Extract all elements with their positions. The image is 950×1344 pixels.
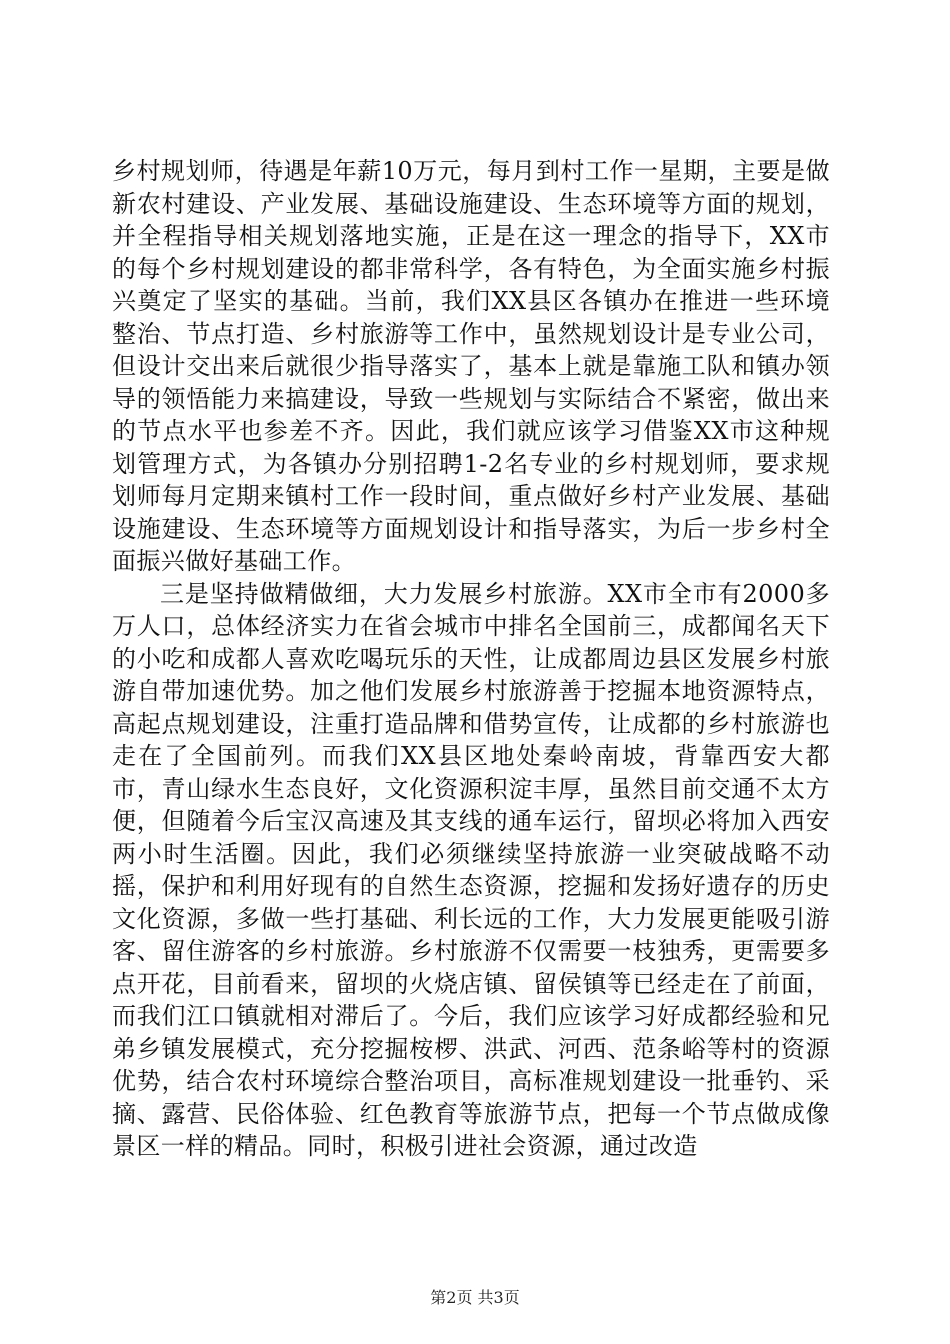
page-footer: 第2页 共3页 — [430, 1288, 520, 1307]
paragraph-2: 三是坚持做精做细，大力发展乡村旅游。XX市全市有2000多万人口，总体经济实力在省会城市中排名全国前三，成都闻名天下的小吃和成都人喜欢吃喝玩乐的天性，让成都周边县区发展乡村旅游自带加速优势。加之他们发展乡村旅游善于挖掘本地资源特点，高起点规划建设，注重打造品牌和借势宣传，让成都的乡村旅游也走在了全国前列。而我们XX县区地处秦岭南坡，背靠西安大都市，青山绿水生态良好，文化资源积淀丰厚，虽然目前交通不太方便，但随着今后宝汉高速及其支线的通车运行，留坝必将加入西安两小时生活圈。因此，我们必须继续坚持旅游一业突破战略不动摇，保护和利用好现有的自然生态资源，挖掘和发扬好遗存的历史文化资源，多做一些打基础、利长远的工作，大力发展更能吸引游客、留住游客的乡村旅游。乡村旅游不仅需要一枝独秀，更需要多点开花，目前看来，留坝的火烧店镇、留侯镇等已经走在了前面，而我们江口镇就相对滞后了。今后，我们应该学习好成都经验和兄弟乡镇发展模式，充分挖掘桉椤、洪武、河西、范条峪等村的资源优势，结合农村环境综合整治项目，高标准规划建设一批垂钓、采摘、露营、民俗体验、红色教育等旅游节点，把每一个节点做成像景区一样的精品。同时，积极引进社会资源，通过改造 — [112, 579, 830, 1160]
paragraph-1: 乡村规划师，待遇是年薪10万元，每月到村工作一星期，主要是做新农村建设、产业发展、基础设施建设、生态环境等方面的规划，并全程指导相关规划落地实施，正是在这一理念的指导下，XX市的每个乡村规划建设的都非常科学，各有特色，为全面实施乡村振兴奠定了坚实的基础。当前，我们XX县区各镇办在推进一些环境整治、节点打造、乡村旅游等工作中，虽然规划设计是专业公司，但设计交出来后就很少指导落实了，基本上就是靠施工队和镇办领导的领悟能力来搞建设，导致一些规划与实际结合不紧密，做出来的节点水平也参差不齐。因此，我们就应该学习借鉴XX市这种规划管理方式，为各镇办分别招聘1-2名专业的乡村规划师，要求规划师每月定期来镇村工作一段时间，重点做好乡村产业发展、基础设施建设、生态环境等方面规划设计和指导落实，为后一步乡村全面振兴做好基础工作。 — [112, 157, 830, 575]
document-body — [112, 155, 830, 1163]
